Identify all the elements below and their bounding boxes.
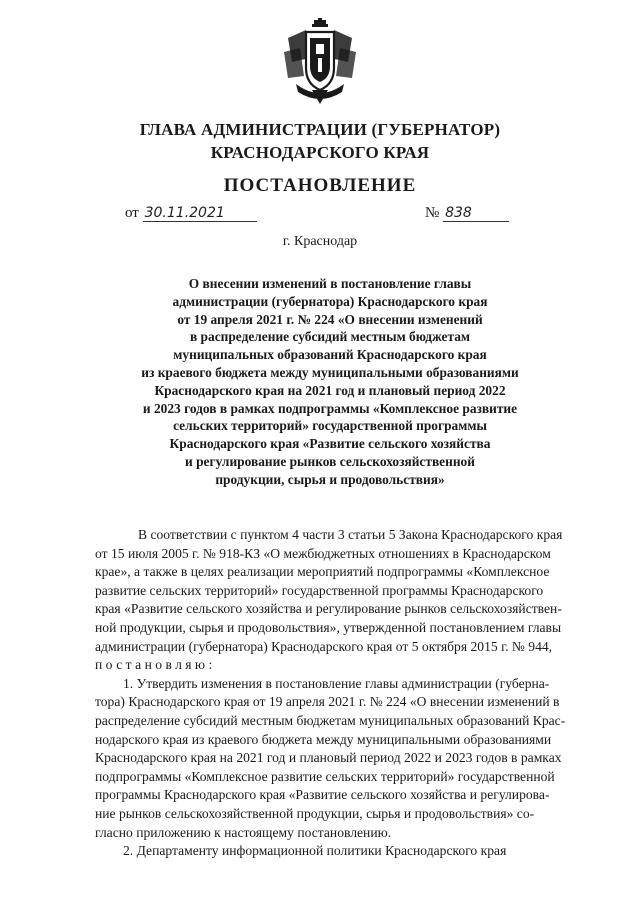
- body-line: администрации (губернатора) Краснодарского края от 5 октября 2015 г. № 944,: [95, 638, 553, 654]
- subject-line: продукции, сырья и продовольствия»: [215, 471, 445, 487]
- body-line: подпрограммы «Комплексное развитие сельских территорий» государственной: [95, 768, 555, 784]
- body-line: ние рынков сельскохозяйственной продукции, сырья и продовольствия» со-: [95, 805, 535, 821]
- body-text: [95, 526, 615, 861]
- document-type: ПОСТАНОВЛЕНИЕ: [223, 175, 417, 196]
- issuer-title-line2: КРАСНОДАРСКОГО КРАЯ: [210, 143, 430, 162]
- subject-line: в распределение субсидий местным бюджетам: [189, 329, 471, 345]
- subject-line: и 2023 годов в рамках подпрограммы «Комплексное развитие: [142, 400, 518, 416]
- body-line: от 15 июля 2005 г. № 918-КЗ «О межбюджетных отношениях в Краснодарском: [95, 545, 551, 561]
- subject-line: и регулирование рынков сельскохозяйственной: [185, 453, 475, 469]
- coat-of-arms-emblem: [282, 18, 358, 104]
- body-line: ной продукции, сырья и продовольствия», утвержденной постановлением главы: [95, 619, 562, 635]
- subject-line: муниципальных образований Краснодарского края: [173, 347, 487, 363]
- body-line: программы Краснодарского края «Развитие сельского хозяйства и регулирова-: [95, 787, 550, 803]
- body-line: 1. Утвердить изменения в постановление главы администрации (губерна-: [123, 675, 550, 691]
- subject-line: О внесении изменений в постановление главы: [188, 276, 472, 291]
- body-line: Краснодарского края на 2021 год и плановый период 2022 и 2023 годов в рамках: [95, 750, 562, 766]
- number-value: 838: [443, 205, 509, 222]
- number-line: [425, 205, 509, 222]
- date-prefix: от: [125, 205, 139, 221]
- number-prefix: №: [425, 205, 440, 221]
- body-line: края «Развитие сельского хозяйства и регулирование рынков сельскохозяйствен-: [95, 601, 562, 617]
- body-line: нодарского края из краевого бюджета между муниципальными образованиями: [95, 731, 552, 747]
- body-line: тора) Краснодарского края от 19 апреля 2021 г. № 224 «О внесении изменений в: [95, 694, 560, 710]
- body-line: развитие сельских территорий» государственной программы Краснодарского: [95, 582, 544, 598]
- body-line: распределение субсидий местным бюджетам муниципальных образований Крас-: [95, 712, 566, 728]
- body-line: В соответствии с пунктом 4 части 3 статьи 5 Закона Краснодарского края: [138, 527, 563, 542]
- subject-line: Краснодарского края «Развитие сельского хозяйства: [169, 436, 491, 452]
- subject-line: Краснодарского края на 2021 год и плановый период 2022: [154, 382, 506, 398]
- body-line: гласно приложению к настоящему постановлению.: [95, 824, 392, 840]
- date-line: [125, 205, 257, 222]
- subject-line: из краевого бюджета между муниципальными образованиями: [141, 364, 519, 380]
- subject-line: администрации (губернатора) Краснодарского края: [172, 293, 488, 309]
- subject-title: [95, 275, 565, 489]
- body-line: 2. Департаменту информационной политики Краснодарского края: [123, 843, 507, 859]
- date-value: 30.11.2021: [143, 205, 257, 222]
- city: г. Краснодар: [282, 234, 358, 249]
- body-line: постановляю:: [95, 657, 216, 673]
- subject-line: от 19 апреля 2021 г. № 224 «О внесении изменений: [177, 311, 483, 327]
- subject-line: сельских территорий» государственной программы: [173, 418, 487, 434]
- issuer-title-line1: ГЛАВА АДМИНИСТРАЦИИ (ГУБЕРНАТОР): [139, 120, 501, 139]
- body-line: крае», а также в целях реализации мероприятий подпрограммы «Комплексное: [95, 564, 550, 580]
